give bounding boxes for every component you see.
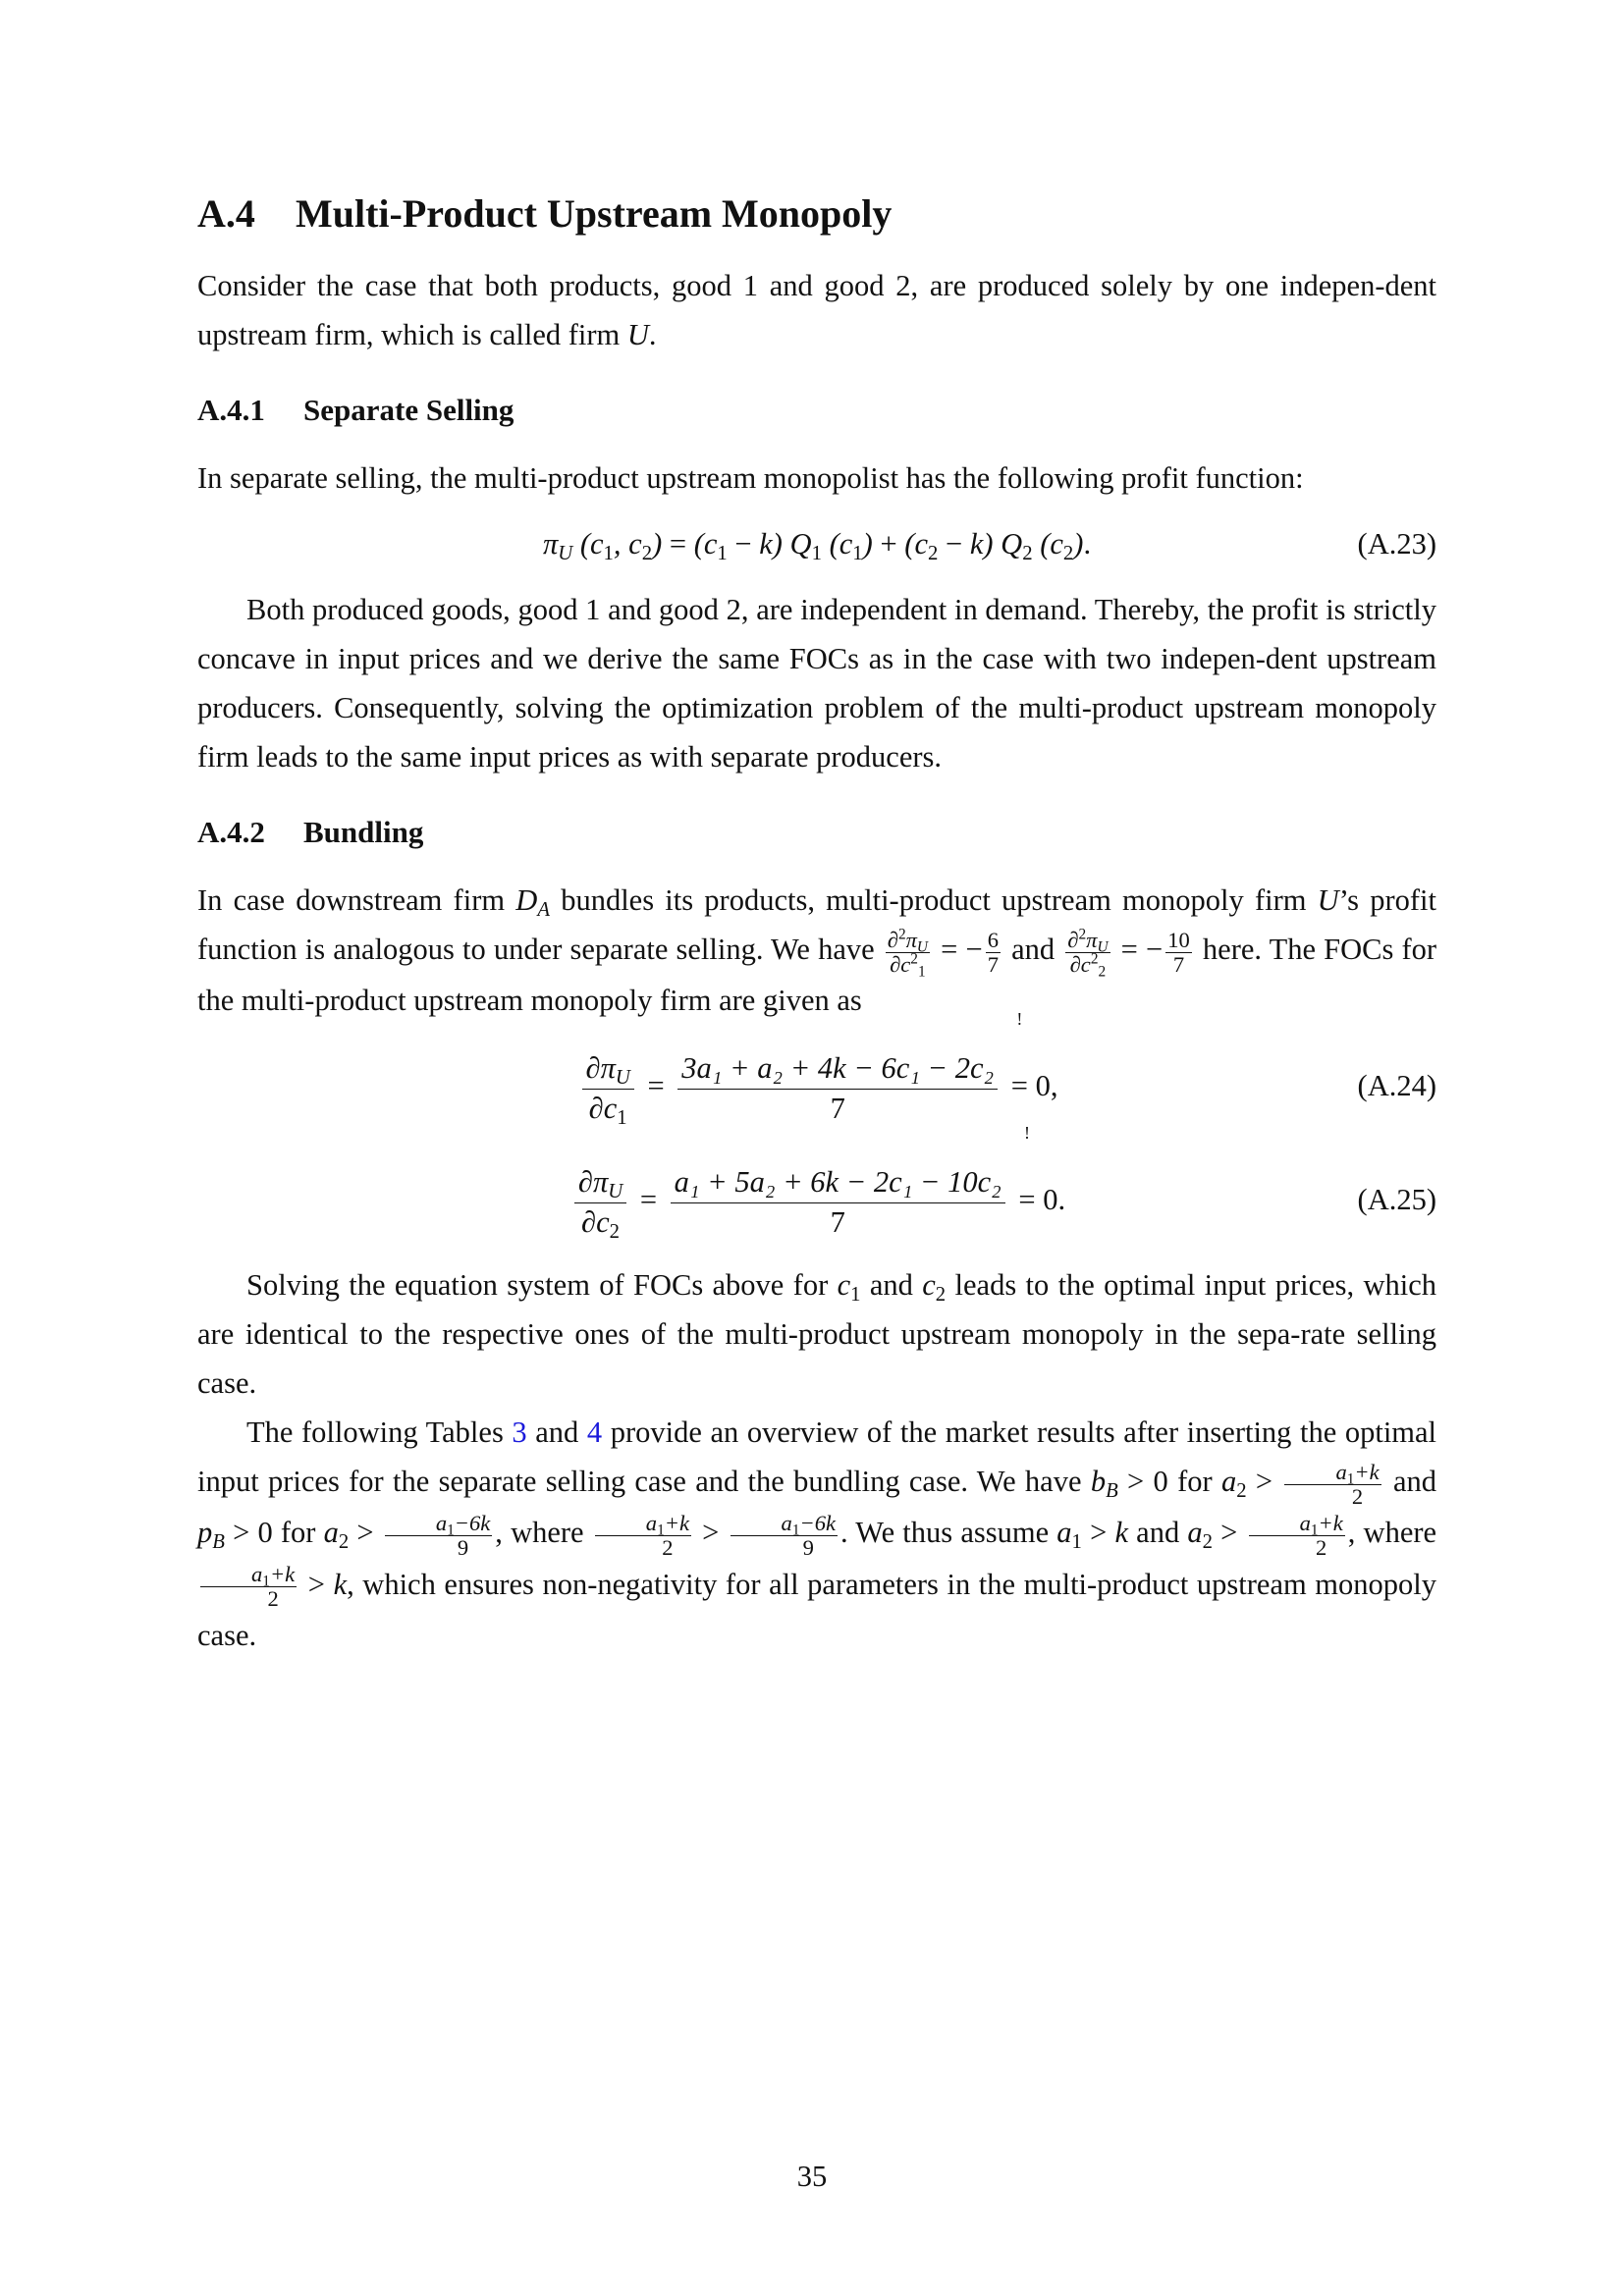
- section-heading: [197, 187, 1436, 241]
- equation-a25-numerator: a₁ + 5a₂ + 6k − 2c₁ − 10c₂: [671, 1163, 1005, 1203]
- equation-a24-denominator: 7: [830, 1091, 845, 1125]
- equation-number: (A.24): [1357, 1069, 1436, 1103]
- intro-end: .: [648, 318, 657, 351]
- math-da: $D_A$: [515, 883, 550, 922]
- intro-paragraph: [197, 261, 1436, 359]
- math-u: U: [1317, 883, 1339, 917]
- equation-a25-body: $\frac{\partial\pi_U}{\partial c_2}$ = $\frac{\text{a₁ + 5a₂ + 6k − 2c₁ − 10c₂}}{7}$ ! = 0.: [197, 1147, 1436, 1253]
- equation-a25-denominator: 7: [830, 1204, 845, 1239]
- subsection-number: A.4.2: [197, 815, 265, 849]
- equation-a23-body: $\pi_U$ ($c_1$, $c_2) = (c_1 - k)$ $Q_1$ $(c_1) + (c_2 - k)$ $Q_2$ $(c_2)$.: [542, 527, 1092, 565]
- equation-a24: [197, 1033, 1436, 1139]
- bundling-paragraph-2: Solving the equation system of FOCs above for $c_1$ and $c_2$ leads to the optimal input prices, which are identical to the respective ones of the multi-product upstream monopoly in the sepa-rate selling case.: [197, 1268, 1437, 1401]
- math-eq: = −: [1120, 933, 1164, 966]
- page-content: [197, 187, 1436, 1660]
- equation-a25: [197, 1147, 1436, 1253]
- subsection-title: Bundling: [303, 815, 424, 849]
- equation-number: (A.23): [1357, 527, 1436, 561]
- frac-6-7: $\frac{6}{7}$: [987, 927, 999, 977]
- separate-selling-lead: In separate selling, the multi-product upstream monopolist has the following profit function:: [197, 461, 1304, 495]
- section-number: A.4: [197, 191, 255, 236]
- firm-symbol: U: [626, 318, 649, 351]
- second-derivative-c1: $\frac{\partial^2\pi_U}{\partial c^2_1}$: [887, 926, 928, 981]
- equation-a23: [197, 514, 1436, 573]
- subsection-number: A.4.1: [197, 393, 265, 427]
- section-title: Multi-Product Upstream Monopoly: [296, 191, 893, 236]
- equation-a24-numerator: 3a₁ + a₂ + 4k − 6c₁ − 2c₂: [677, 1049, 998, 1090]
- bundling-paragraph-3: The following Tables 3 and 4 provide an overview of the market results after inserting the optimal input prices for the separate selling case and the bundling case. We have $b_B > 0$ for $a_2$ > $\frac{a_1+k}{2}$ and $p_B > 0$ for $a_2$ > $\frac{a_1-6k}{9}$ , where $\frac{a_1+k}{2}$ > $\frac{a_1-6k}{9}$ . We thus assume $a_1 > k$ and $a_2$ > $\frac{a_1+k}{2}$ , where $\frac{a_1+k}{2}$ > k, which ensures non-negativity for all parameters in the multi-product upstream monopoly case.: [197, 1415, 1437, 1652]
- second-derivative-c2: $\frac{\partial^2\pi_U}{\partial c^2_2}$: [1067, 926, 1109, 981]
- page-number: 35: [796, 2160, 828, 2193]
- subsection-title: Separate Selling: [303, 393, 514, 427]
- separate-selling-paragraph: Both produced goods, good 1 and good 2, are independent in demand. Thereby, the profit is strictly concave in input prices and we derive the same FOCs as in the case with two indepen-dent upstream producers. Consequently, solving the optimization problem of the multi-product upstream monopoly firm leads to the same input prices as with separate producers.: [197, 593, 1436, 774]
- table-3-link[interactable]: 3: [512, 1415, 527, 1450]
- subsection-heading-bundling: [197, 811, 1436, 854]
- equation-number: (A.25): [1357, 1183, 1436, 1217]
- intro-text: Consider the case that both products, good 1 and good 2, are produced solely by one indepen-dent upstream firm, which is called firm: [197, 269, 1436, 351]
- subsection-heading-separate-selling: [197, 389, 1436, 432]
- equation-a24-body: $\frac{\partial\pi_U}{\partial c_1}$ = $\frac{\text{3a₁ + a₂ + 4k − 6c₁ − 2c₂}}{7}$ ! = 0,: [197, 1033, 1436, 1139]
- table-4-link[interactable]: 4: [586, 1415, 603, 1450]
- frac-10-7: $\frac{10}{7}$: [1167, 927, 1190, 977]
- math-eq: = −: [941, 933, 983, 966]
- bundling-paragraph-1: In case downstream firm $D_A$ bundles its products, multi-product upstream monopoly firm U’s profit function is analogous to under separate selling. We have $\frac{\partial^2\pi_U}{\partial c^2_1}$ = − $\frac{6}{7}$ and $\frac{\partial^2\pi_U}{\partial c^2_2}$ = − $\frac{10}{7}$ here. The FOCs for the multi-product upstream monopoly firm are given as: [197, 883, 1437, 1018]
